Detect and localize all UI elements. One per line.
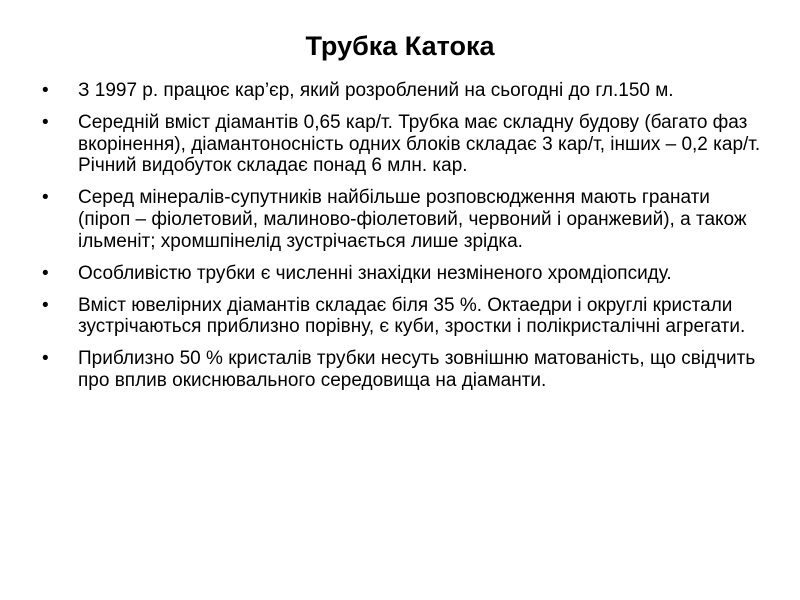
bullet-item <box>42 187 762 252</box>
bullet-item <box>42 295 762 338</box>
bullet-list <box>42 80 762 402</box>
bullet-icon: • <box>42 348 49 370</box>
bullet-icon: • <box>42 112 49 134</box>
bullet-text: Вміст ювелірних діамантів складає біля 35 %. Октаедри і округлі кристали зустрічаються приблизно порівну, є куби, зростки і полікристалічні агрегати. <box>78 294 746 338</box>
bullet-text: Середній вміст діамантів 0,65 кар/т. Трубка має складну будову (багато фаз вкорінення), діамантоносність одних блоків складає 3 кар/т, інших – 0,2 кар/т. Річний видобуток складає понад 6 млн. кар. <box>78 112 761 177</box>
bullet-item <box>42 112 762 177</box>
bullet-text: Серед мінералів-супутників найбільше розповсюдження мають гранати (піроп – фіолетовий, малиново-фіолетовий, червоний і оранжевий), а також ільменіт; хромшпінелід зустрічається лише зрідка. <box>78 187 747 252</box>
bullet-text: Приблизно 50 % кристалів трубки несуть зовнішню матованість, що свідчить про вплив окиснювального середовища на діаманти. <box>78 348 756 392</box>
slide-title: Трубка Катока <box>305 31 495 61</box>
bullet-item <box>42 80 762 102</box>
bullet-icon: • <box>42 80 49 101</box>
bullet-item <box>42 263 762 285</box>
bullet-icon: • <box>42 294 49 316</box>
bullet-text: Особливістю трубки є численні знахідки незміненого хромдіопсиду. <box>78 262 672 284</box>
bullet-item <box>42 348 762 391</box>
bullet-text: З 1997 р. працює кар’єр, який розроблений на сьогодні до гл.150 м. <box>78 80 674 101</box>
bullet-icon: • <box>42 187 49 209</box>
bullet-icon: • <box>42 262 49 284</box>
